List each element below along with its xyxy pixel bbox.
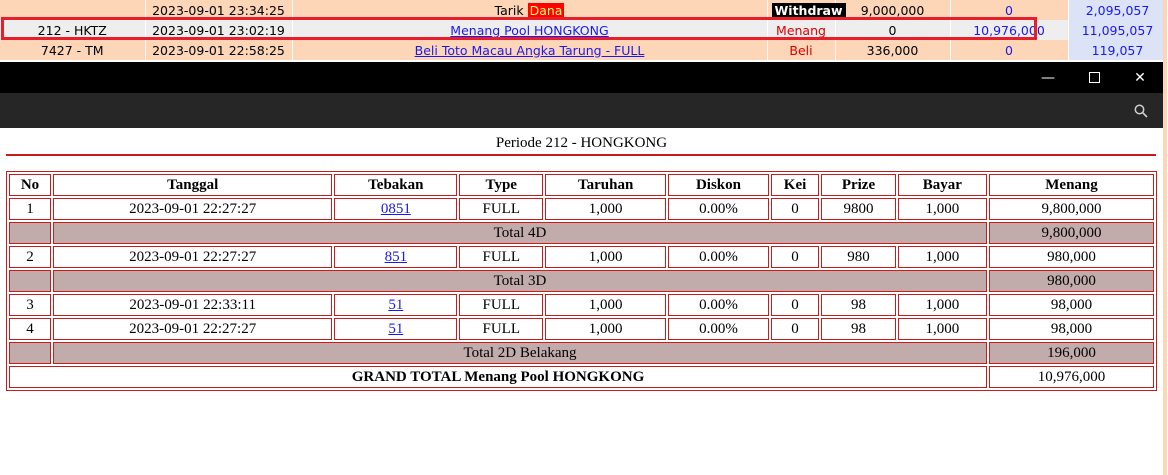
transaction-balance: 2,095,057	[1068, 0, 1167, 20]
transaction-detail-link[interactable]: Menang Pool HONGKONG	[450, 22, 609, 38]
title-divider	[6, 154, 1156, 156]
column-header-no: No	[9, 174, 51, 196]
transaction-date: 2023-09-01 22:58:25	[145, 40, 292, 60]
cell-bayar: 1,000	[898, 318, 987, 340]
cell-tanggal: 2023-09-01 22:27:27	[53, 246, 332, 268]
transaction-amount-out: 0	[835, 20, 950, 40]
cell-taruhan: 1,000	[545, 198, 666, 220]
window-toolbar	[0, 93, 1163, 128]
cell-diskon: 0.00%	[668, 318, 769, 340]
withdraw-badge: Withdraw	[772, 3, 846, 18]
cell-tanggal: 2023-09-01 22:33:11	[53, 294, 332, 316]
subtotal-spacer	[9, 222, 51, 244]
cell-bayar: 1,000	[898, 198, 987, 220]
transaction-type	[767, 0, 843, 20]
transaction-row	[0, 0, 1167, 20]
subtotal-label: Total 4D	[53, 222, 987, 244]
transaction-detail-link[interactable]: Beli Toto Macau Angka Tarung - FULL	[414, 42, 645, 58]
cell-prize: 98	[821, 294, 896, 316]
table-header-row	[9, 174, 1154, 196]
transaction-amount-out: 9,000,000	[835, 0, 950, 20]
maximize-button[interactable]	[1071, 62, 1117, 93]
cell-tanggal: 2023-09-01 22:27:27	[53, 198, 332, 220]
transaction-id	[0, 0, 145, 20]
page-title: Periode 212 - HONGKONG	[495, 135, 668, 151]
subtotal-spacer	[9, 342, 51, 364]
bet-row	[9, 246, 1154, 268]
subtotal-label: Total 2D Belakang	[53, 342, 987, 364]
description-text: Tarik	[494, 2, 524, 18]
transaction-description	[292, 20, 767, 40]
transaction-balance: 11,095,057	[1068, 20, 1167, 40]
transaction-id: 212 - HKTZ	[0, 20, 145, 40]
tebakan-link[interactable]: 51	[388, 296, 404, 313]
cell-tebakan	[334, 246, 457, 268]
column-header-diskon: Diskon	[668, 174, 769, 196]
cell-diskon: 0.00%	[668, 198, 769, 220]
tebakan-link[interactable]: 51	[388, 320, 404, 337]
cell-tebakan	[334, 318, 457, 340]
window-titlebar	[0, 62, 1163, 93]
column-header-tanggal: Tanggal	[53, 174, 332, 196]
cell-type: FULL	[459, 246, 543, 268]
background-edge-strip	[1163, 0, 1167, 475]
cell-type: FULL	[459, 198, 543, 220]
cell-kei: 0	[771, 198, 819, 220]
transaction-balance: 119,057	[1068, 40, 1167, 60]
transaction-description	[292, 0, 767, 20]
column-header-type: Type	[459, 174, 543, 196]
column-header-tebakan: Tebakan	[334, 174, 457, 196]
bet-row	[9, 294, 1154, 316]
magnifier-icon	[1134, 104, 1148, 118]
minimize-button[interactable]	[1025, 62, 1071, 93]
cell-type: FULL	[459, 318, 543, 340]
close-button[interactable]	[1117, 62, 1163, 93]
transaction-row	[0, 20, 1167, 40]
cell-no: 4	[9, 318, 51, 340]
win-detail-table	[6, 171, 1157, 391]
cell-type: FULL	[459, 294, 543, 316]
subtotal-row	[9, 342, 1154, 364]
transaction-description	[292, 40, 767, 60]
cell-kei: 0	[771, 294, 819, 316]
bet-row	[9, 318, 1154, 340]
transaction-type: Beli	[767, 40, 835, 60]
column-header-menang: Menang	[989, 174, 1154, 196]
column-header-kei: Kei	[771, 174, 819, 196]
column-header-bayar: Bayar	[898, 174, 987, 196]
cell-menang: 980,000	[989, 246, 1154, 268]
cell-taruhan: 1,000	[545, 246, 666, 268]
cell-kei: 0	[771, 246, 819, 268]
tebakan-link[interactable]: 851	[384, 248, 408, 265]
subtotal-label: Total 3D	[53, 270, 987, 292]
dana-badge: Dana	[529, 2, 563, 18]
transaction-row	[0, 40, 1167, 60]
subtotal-value: 196,000	[989, 342, 1154, 364]
transaction-history-table	[0, 0, 1168, 60]
cell-bayar: 1,000	[898, 294, 987, 316]
transaction-amount-in: 0	[950, 40, 1068, 60]
transaction-type: Menang	[767, 20, 835, 40]
cell-bayar: 1,000	[898, 246, 987, 268]
transaction-amount-in: 0	[950, 0, 1068, 20]
cell-kei: 0	[771, 318, 819, 340]
cell-no: 2	[9, 246, 51, 268]
maximize-icon	[1089, 72, 1100, 83]
subtotal-row	[9, 270, 1154, 292]
cell-tebakan	[334, 294, 457, 316]
cell-prize: 98	[821, 318, 896, 340]
grand-total-label: GRAND TOTAL Menang Pool HONGKONG	[9, 366, 987, 388]
cell-diskon: 0.00%	[668, 294, 769, 316]
cell-prize: 980	[821, 246, 896, 268]
cell-menang: 98,000	[989, 318, 1154, 340]
grand-total-value: 10,976,000	[989, 366, 1154, 388]
tebakan-link[interactable]: 0851	[380, 200, 411, 217]
bet-row	[9, 198, 1154, 220]
zoom-button[interactable]	[1130, 100, 1152, 122]
cell-prize: 9800	[821, 198, 896, 220]
cell-tebakan	[334, 198, 457, 220]
cell-no: 1	[9, 198, 51, 220]
subtotal-row	[9, 222, 1154, 244]
transaction-date: 2023-09-01 23:34:25	[145, 0, 292, 20]
grand-total-row	[9, 366, 1154, 388]
close-icon: ✕	[1134, 69, 1146, 86]
cell-taruhan: 1,000	[545, 318, 666, 340]
transaction-id: 7427 - TM	[0, 40, 145, 60]
cell-menang: 98,000	[989, 294, 1154, 316]
cell-tanggal: 2023-09-01 22:27:27	[53, 318, 332, 340]
transaction-amount-in: 10,976,000	[950, 20, 1068, 40]
subtotal-value: 9,800,000	[989, 222, 1154, 244]
column-header-taruhan: Taruhan	[545, 174, 666, 196]
transaction-date: 2023-09-01 23:02:19	[145, 20, 292, 40]
subtotal-spacer	[9, 270, 51, 292]
popup-window	[0, 62, 1163, 475]
subtotal-value: 980,000	[989, 270, 1154, 292]
column-header-prize: Prize	[821, 174, 896, 196]
transaction-amount-out: 336,000	[835, 40, 950, 60]
cell-diskon: 0.00%	[668, 246, 769, 268]
cell-taruhan: 1,000	[545, 294, 666, 316]
cell-menang: 9,800,000	[989, 198, 1154, 220]
minimize-icon: —	[1041, 69, 1055, 86]
cell-no: 3	[9, 294, 51, 316]
